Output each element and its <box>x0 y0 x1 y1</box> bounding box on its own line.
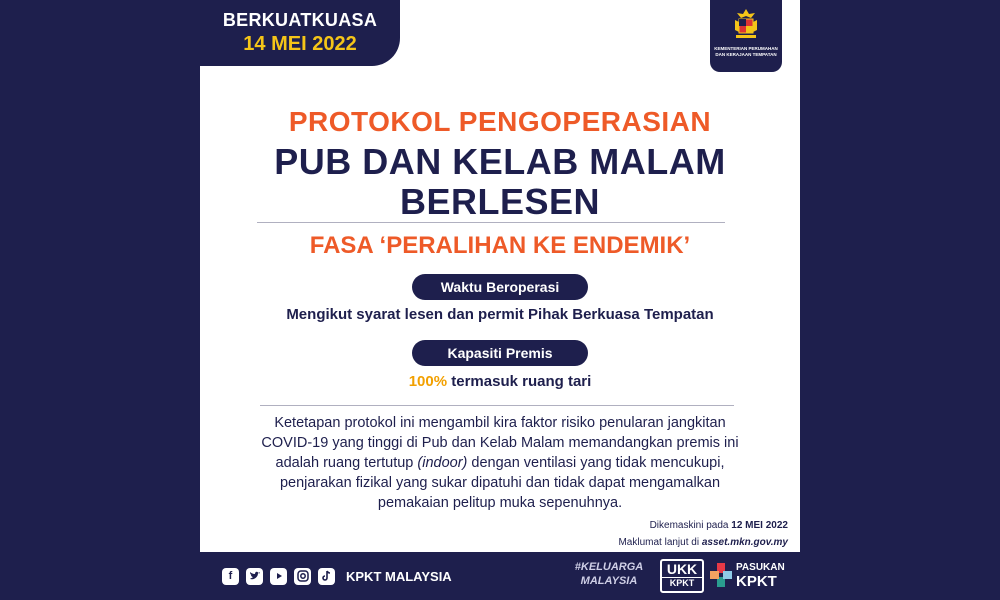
youtube-icon[interactable] <box>270 568 287 585</box>
coat-of-arms-icon <box>732 8 760 42</box>
title-line-2: PUB DAN KELAB MALAM <box>274 141 726 182</box>
capacity-text <box>200 373 800 390</box>
ukk-logo-text: UKK <box>666 561 698 577</box>
tiktok-icon[interactable] <box>318 568 335 585</box>
pasukan-kpkt-logo <box>710 561 790 593</box>
more-info-note <box>618 537 788 548</box>
updated-label: Dikemaskini pada <box>649 520 732 531</box>
phase-title: FASA ‘PERALIHAN KE ENDEMIK’ <box>309 232 691 259</box>
twitter-icon[interactable] <box>246 568 263 585</box>
keluarga-malaysia-logo: #KELUARGA MALAYSIA <box>574 561 644 587</box>
updated-note <box>650 520 788 531</box>
more-url[interactable]: asset.mkn.gov.my <box>701 537 788 548</box>
capacity-description: termasuk ruang tari <box>447 373 592 390</box>
hours-label: Waktu Beroperasi <box>412 274 588 300</box>
facebook-icon[interactable]: f <box>222 568 239 585</box>
social-handle: KPKT MALAYSIA <box>346 568 452 584</box>
left-background <box>0 0 200 600</box>
pasukan-text <box>736 561 785 589</box>
capacity-value: 100% <box>408 373 448 390</box>
instagram-icon[interactable] <box>294 568 311 585</box>
effective-date: 14 MEI 2022 <box>243 33 357 55</box>
ministry-logo <box>710 0 782 72</box>
more-label: Maklumat lanjut di <box>618 537 702 548</box>
paragraph-part-1: Ketetapan protokol ini mengambil kira faktor risiko penularan jangkitan COVID-19 yang tinggi di Pub dan Kelab Malam memandangkan premis ini adalah ruang tertutup <box>261 415 739 471</box>
title-line-3: BERLESEN <box>399 181 601 222</box>
plus-icon <box>710 563 732 587</box>
paragraph-italic: (indoor) <box>417 455 468 471</box>
explanation-paragraph <box>255 413 745 513</box>
title-main <box>200 142 800 222</box>
pasukan-top: PASUKAN <box>736 562 785 573</box>
divider <box>260 405 734 406</box>
ukk-kpkt-logo <box>660 559 704 593</box>
capacity-label: Kapasiti Premis <box>412 340 588 366</box>
poster <box>200 0 800 600</box>
pasukan-bottom: KPKT <box>736 573 777 590</box>
effective-date-banner <box>200 0 400 66</box>
divider <box>257 222 725 223</box>
footer-bar <box>200 552 800 600</box>
hours-text: Mengikut syarat lesen dan permit Pihak Berkuasa Tempatan <box>286 306 714 323</box>
updated-date: 12 MEI 2022 <box>731 520 788 531</box>
title-line-1: PROTOKOL PENGOPERASIAN <box>288 106 712 137</box>
ukk-logo-subtext: KPKT <box>662 577 702 589</box>
effective-label: BERKUATKUASA <box>222 10 378 30</box>
ministry-name: KEMENTERIAN PERUMAHAN DAN KERAJAAN TEMPATAN <box>714 46 778 57</box>
right-background <box>800 0 1000 600</box>
social-links <box>222 566 452 586</box>
paragraph-part-2: dengan ventilasi yang tidak mencukupi, penjarakan fizikal yang sukar dipatuhi dan tidak dapat mengamalkan pemakaian pelitup muka sepenuhnya. <box>279 455 725 511</box>
